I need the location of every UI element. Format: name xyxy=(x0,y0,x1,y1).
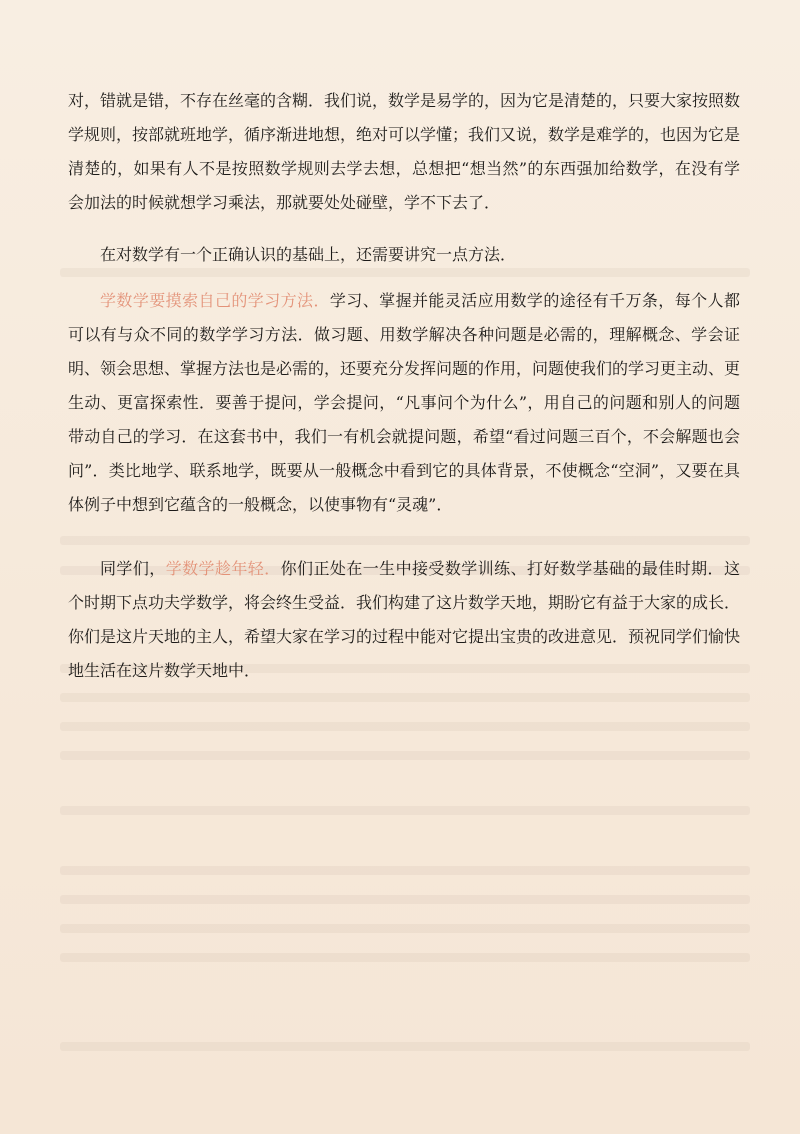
show-through-line xyxy=(60,1042,750,1051)
paragraph-4 xyxy=(68,552,740,688)
paragraph-3-text: 学习、掌握并能灵活应用数学的途径有千万条，每个人都可以有与众不同的数学学习方法．做习题、用数学解决各种问题是必需的，理解概念、学会证明、领会思想、掌握方法也是必需的，还要充分发挥问题的作用，问题使我们的学习更主动、更生动、更富探索性．要善于提问，学会提问，“凡事问个为什么”，用自己的问题和别人的问题带动自己的学习．在这套书中，我们一有机会就提问题，希望“看过问题三百个，不会解题也会问”．类比地学、联系地学，既要从一般概念中看到它的具体背景，不使概念“空洞”，又要在具体例子中想到它蕴含的一般概念，以使事物有“灵魂”． xyxy=(68,291,741,514)
show-through-line xyxy=(60,895,750,904)
paragraph-4-lead: 同学们， xyxy=(100,559,166,578)
paragraph-1-text: 对，错就是错，不存在丝毫的含糊．我们说，数学是易学的，因为它是清楚的，只要大家按照数学规则，按部就班地学，循序渐进地想，绝对可以学懂；我们又说，数学是难学的，也因为它是清楚的，如果有人不是按照数学规则去学去想，总想把“想当然”的东西强加给数学，在没有学会加法的时候就想学习乘法，那就要处处碰壁，学不下去了． xyxy=(68,91,741,212)
paragraph-2-text: 在对数学有一个正确认识的基础上，还需要讲究一点方法． xyxy=(100,245,517,264)
show-through-line xyxy=(60,693,750,702)
paragraph-1 xyxy=(68,84,740,220)
show-through-line xyxy=(60,866,750,875)
highlight-heading-young: 学数学趁年轻． xyxy=(165,559,281,578)
paragraph-2 xyxy=(68,238,740,272)
paragraph-3 xyxy=(68,284,740,522)
show-through-line xyxy=(60,924,750,933)
show-through-line xyxy=(60,751,750,760)
show-through-line xyxy=(60,722,750,731)
body-text xyxy=(68,84,740,688)
show-through-line xyxy=(60,953,750,962)
highlight-heading-method: 学数学要摸索自己的学习方法． xyxy=(100,291,330,310)
paragraph-4-text: 你们正处在一生中接受数学训练、打好数学基础的最佳时期．这个时期下点功夫学数学，将会终生受益．我们构建了这片数学天地，期盼它有益于大家的成长．你们是这片天地的主人，希望大家在学习的过程中能对它提出宝贵的改进意见．预祝同学们愉快地生活在这片数学天地中． xyxy=(68,559,741,680)
show-through-line xyxy=(60,806,750,815)
